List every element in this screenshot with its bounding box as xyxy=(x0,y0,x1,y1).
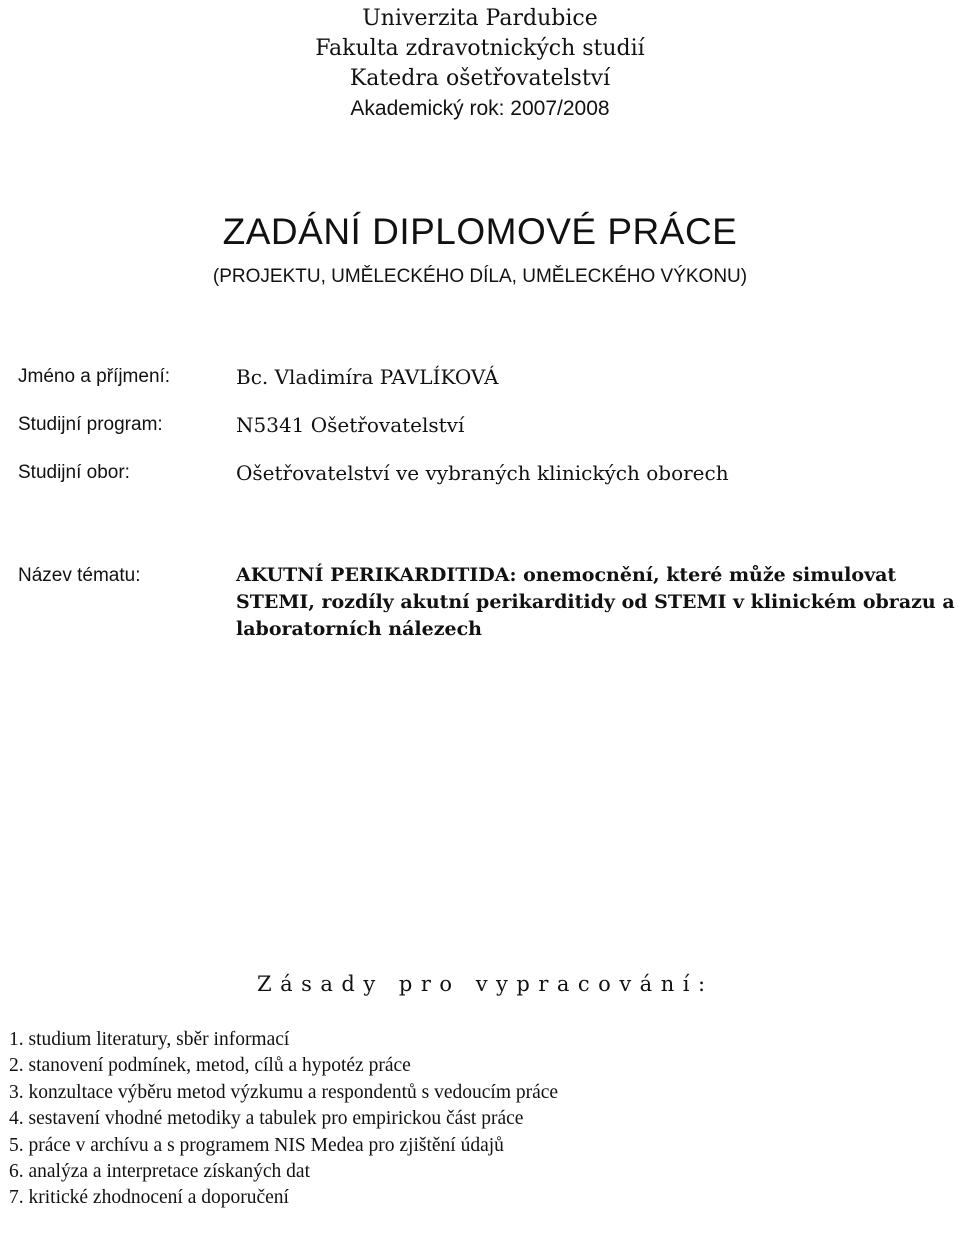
title-block xyxy=(0,210,960,292)
university-name: Univerzita Pardubice xyxy=(362,6,598,31)
topic-value: AKUTNÍ PERIKARDITIDA: onemocnění, které může simulovat STEMI, rozdíly akutní perikarditidy od STEMI v klinickém obrazu a laboratorních nálezech xyxy=(236,564,955,640)
major-value: Ošetřovatelství ve vybraných klinických oborech xyxy=(236,461,729,485)
major-label: Studijní obor: xyxy=(18,462,130,483)
list-item: 4. sestavení vhodné metodiky a tabulek pro empirickou část práce xyxy=(9,1108,524,1130)
list-item: 6. analýza a interpretace získaných dat xyxy=(9,1161,311,1183)
document-subtitle: (PROJEKTU, UMĚLECKÉHO DÍLA, UMĚLECKÉHO VÝKONU) xyxy=(212,266,748,287)
program-label: Studijní program: xyxy=(18,414,163,435)
list-item: 5. práce v archívu a s programem NIS Medea pro zjištění údajů xyxy=(9,1134,504,1156)
academic-year: Akademický rok: 2007/2008 xyxy=(350,97,610,120)
list-item: 1. studium literatury, sběr informací xyxy=(9,1029,290,1050)
document-title: ZADÁNÍ DIPLOMOVÉ PRÁCE xyxy=(222,211,738,252)
document-header xyxy=(0,4,960,124)
department-name: Katedra ošetřovatelství xyxy=(349,66,611,91)
topic-label: Název tématu: xyxy=(18,565,141,586)
program-value: N5341 Ošetřovatelství xyxy=(236,413,465,437)
principles-list xyxy=(9,1027,558,1212)
list-item: 2. stanovení podmínek, metod, cílů a hypotéz práce xyxy=(9,1055,411,1077)
name-label: Jméno a příjmení: xyxy=(18,366,171,387)
list-item: 7. kritické zhodnocení a doporučení xyxy=(9,1187,289,1209)
list-item: 3. konzultace výběru metod výzkumu a respondentů s vedoucím práce xyxy=(9,1081,559,1103)
faculty-name: Fakulta zdravotnických studií xyxy=(315,36,645,61)
name-value: Bc. Vladimíra PAVLÍKOVÁ xyxy=(236,365,499,389)
principles-heading: Zásady pro vypracování: xyxy=(257,972,714,996)
